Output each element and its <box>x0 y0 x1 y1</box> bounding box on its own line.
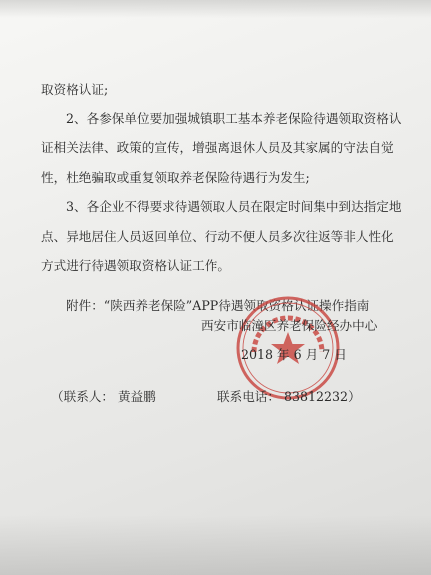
paragraph-line-6: 点、异地居住人员返回单位、行动不便人员多次往返等非人性化 <box>41 229 394 244</box>
paragraph-line-5: 3、各企业不得要求待遇领取人员在限定时间集中到达指定地 <box>66 199 402 214</box>
issue-date: 2018 年 6 月 7 日 <box>241 347 347 362</box>
paragraph-line-2: 2、各参保单位要加强城镇职工基本养老保险待遇领取资格认 <box>66 111 402 126</box>
paragraph-line-7: 方式进行待遇领取资格认证工作。 <box>41 258 230 273</box>
contact-person: （联系人： 黄益鹏 <box>51 389 156 404</box>
page-shadow-bottom <box>0 515 431 575</box>
attachment-note: 附件：“陕西养老保险”APP待遇领取资格认证操作指南 <box>66 298 370 313</box>
issuer-name: 西安市临潼区养老保险经办中心 <box>201 318 378 333</box>
page-shadow-top <box>0 0 431 18</box>
paragraph-line-1: 取资格认证; <box>41 82 109 97</box>
contact-phone: 联系电话： 83812232） <box>217 389 361 404</box>
paragraph-line-4: 性，杜绝骗取或重复领取养老保险待遇行为发生; <box>41 170 310 185</box>
paragraph-line-3: 证相关法律、政策的宣传，增强离退休人员及其家属的守法自觉 <box>41 140 394 155</box>
